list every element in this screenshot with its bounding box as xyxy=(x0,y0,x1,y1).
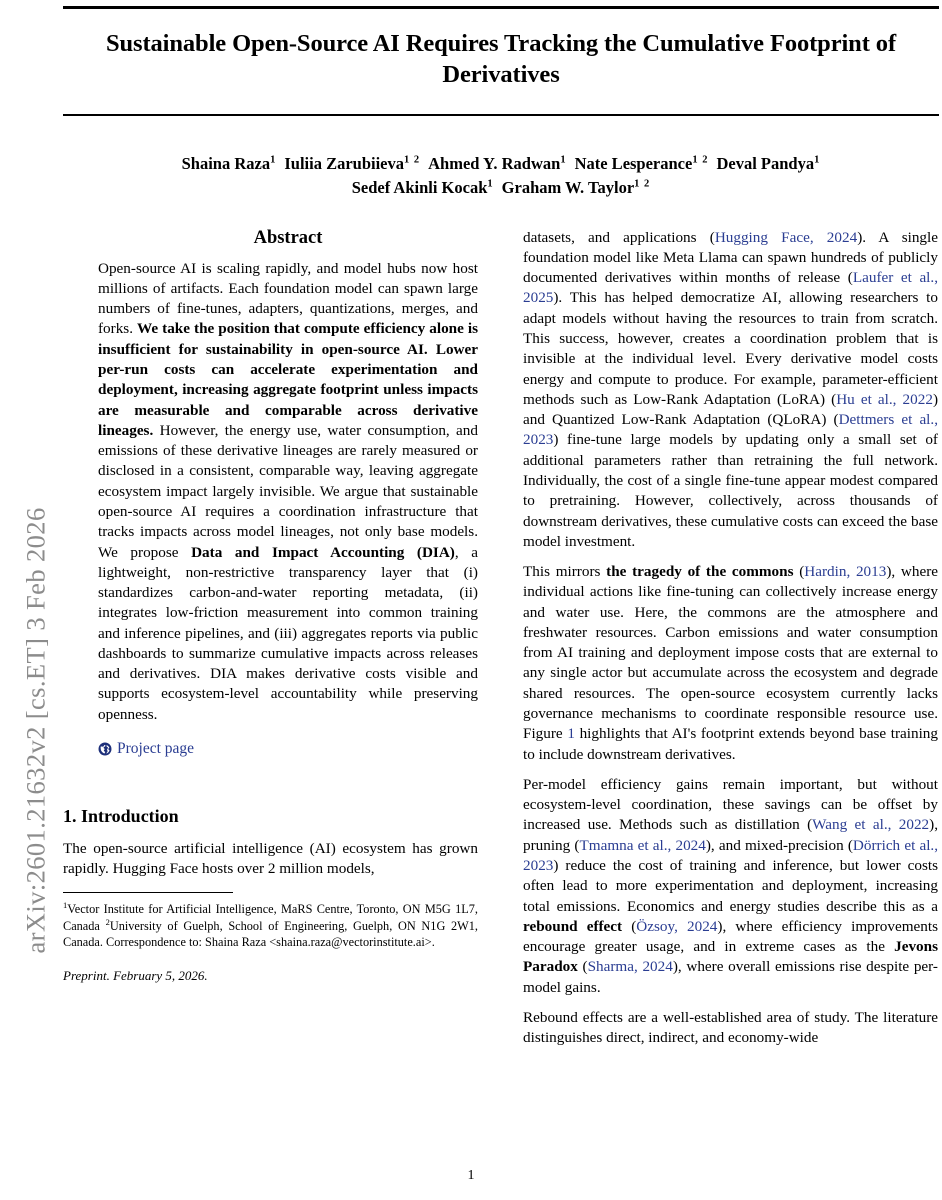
term-jevons-paradox: Jevons Paradox xyxy=(523,938,938,976)
abstract-text xyxy=(63,259,478,725)
preprint-notice: Preprint. February 5, 2026. xyxy=(63,967,208,983)
author-entry xyxy=(716,154,820,173)
citation-laufer[interactable]: Laufer et al., 2025 xyxy=(523,269,938,307)
abstract-position-statement: We take the position that compute efficiency alone is insufficient for sustainability in open-source AI. Lower per-run costs can accelerate experimentation and deployment, increasing aggregate footprint unless impacts are measurable and comparable across derivative lineages. xyxy=(98,320,479,439)
text-run: ( xyxy=(622,917,637,935)
abstract-heading: Abstract xyxy=(253,227,323,248)
right-paragraph-3 xyxy=(523,775,938,998)
author-entry xyxy=(352,178,494,197)
title-underline-rule xyxy=(63,114,939,116)
abstract-dia-term: Data and Impact Accounting (DIA) xyxy=(191,543,455,561)
arxiv-stamp: arXiv:2601.21632v2 [cs.ET] 3 Feb 2026 xyxy=(20,507,51,954)
author-entry xyxy=(502,178,651,197)
citation-hugging-face[interactable]: Hugging Face, 2024 xyxy=(714,228,858,246)
text-run: ), where individual actions like fine-tuning can collectively increase energy and water use. Here, the commons are the atmosphere and freshwater resources. Carbon emissions and water consumption from AI training and deployment impose costs that are external to any single actor but accumulate across the ecosystem and degrade shared resources. The open-source ecosystem currently lacks governance mechanisms to coordinate responsible resource use. Figure xyxy=(523,563,938,743)
two-column-body xyxy=(63,228,939,1059)
footnote-affiliation-1: Vector Institute for Artificial Intelligence, MaRS Centre, Toronto, ON M5G 1L7, Canada xyxy=(63,902,478,934)
page-number: 1 xyxy=(467,1168,475,1183)
citation-ozsoy[interactable]: Özsoy, 2024 xyxy=(636,917,718,935)
right-paragraph-1 xyxy=(523,228,938,553)
right-paragraph-2 xyxy=(523,562,938,765)
author-entry xyxy=(182,154,277,173)
footnote-mark-1: 1 xyxy=(63,900,68,911)
citation-tmamna[interactable]: Tmamna et al., 2024 xyxy=(579,836,706,854)
footnote-mark-2: 2 xyxy=(105,917,110,928)
text-run: ). This has helped democratize AI, allowing researchers to adapt models without having the resources to train from scratch. This success, however, creates a coordination problem that is invisible at the individual level. Every derivative model costs energy and compute to produce. For example, parameter-efficient methods such as Low-Rank Adaptation (LoRA) ( xyxy=(523,289,938,408)
citation-dettmers[interactable]: Dettmers et al., 2023 xyxy=(523,411,938,449)
text-run: This mirrors xyxy=(523,563,607,581)
author-affiliation-mark: 1 2 xyxy=(692,154,709,166)
author-affiliation-mark: 1 xyxy=(270,154,277,166)
author-entry xyxy=(428,154,566,173)
right-paragraph-4: Rebound effects are a well-established area of study. The literature distinguishes direct, indirect, and economy-wide xyxy=(523,1008,938,1047)
author-affiliation-mark: 1 2 xyxy=(404,154,421,166)
author-name: Graham W. Taylor xyxy=(501,177,635,197)
abstract-part-1: Open-source AI is scaling rapidly, and model hubs now host millions of artifacts. Each foundation model can spawn large numbers of fine-tunes, adapters, quantizations, merges, and forks. xyxy=(98,259,478,338)
author-affiliation-mark: 1 xyxy=(814,154,821,166)
text-run: ). A single foundation model like Meta Llama can spawn hundreds of publicly documented derivatives within months of release ( xyxy=(523,228,938,287)
term-tragedy-of-commons: the tragedy of the commons xyxy=(606,563,794,581)
text-run: ( xyxy=(577,958,588,976)
footnote-separator-rule xyxy=(63,892,233,894)
project-page-label: Project page xyxy=(117,740,195,758)
author-affiliation-mark: 1 xyxy=(487,178,494,190)
page-content xyxy=(63,6,939,1059)
citation-dorrich[interactable]: Dörrich et al., 2023 xyxy=(523,836,939,874)
page-title: Sustainable Open-Source AI Requires Tracking the Cumulative Footprint of Derivatives xyxy=(105,30,897,89)
author-name: Sedef Akinli Kocak xyxy=(351,177,488,197)
text-run: Per-model efficiency gains remain important, but without ecosystem-level coordination, these savings can be offset by increased use. Methods such as distillation ( xyxy=(523,775,938,834)
section-heading-introduction: 1. Introduction xyxy=(63,806,179,827)
abstract-part-3: , a lightweight, non-restrictive transparency layer that (i) standardizes carbon-and-water reporting metadata, (ii) integrates low-friction measurement into common training and inference pipelines, and (iii) aggregates reports via public dashboards to summarize cumulative impacts across releases and derivatives. DIA makes derivative costs visible and supports ecosystem-level accountability while preserving openness. xyxy=(98,543,478,723)
author-affiliation-mark: 1 2 xyxy=(634,178,651,190)
left-column xyxy=(63,228,478,1059)
text-run: ), pruning ( xyxy=(523,816,938,854)
author-entry xyxy=(284,154,420,173)
text-run: ) reduce the cost of training and inference, but lower costs often lead to more experimentation and deployment, increasing total emissions. Economics and energy studies describe this as a xyxy=(523,857,938,915)
text-run: ), and mixed-precision ( xyxy=(705,836,853,854)
citation-hu[interactable]: Hu et al., 2022 xyxy=(836,390,933,408)
text-run: ) fine-tune large models by updating only a small set of additional parameters rather than retraining the full network. Individually, the cost of a single fine-tune appear modest compared to pretraining. However, collectively, across thousands of downstream derivatives, these cumulative costs can exceed the base model investment. xyxy=(523,431,938,550)
text-run: datasets, and applications ( xyxy=(523,228,715,246)
author-name: Nate Lesperance xyxy=(574,153,693,173)
text-run: ), where efficiency improvements encourage greater usage, and in extreme cases as the xyxy=(523,917,939,956)
citation-hardin[interactable]: Hardin, 2013 xyxy=(804,563,887,581)
author-entry xyxy=(575,154,709,173)
author-name: Shaina Raza xyxy=(181,153,271,173)
project-page-link[interactable] xyxy=(63,740,478,758)
footnote-affiliations xyxy=(63,900,478,950)
author-affiliation-mark: 1 xyxy=(560,154,567,166)
citation-wang[interactable]: Wang et al., 2022 xyxy=(812,816,930,834)
right-column xyxy=(523,228,938,1059)
author-name: Deval Pandya xyxy=(716,153,815,173)
abstract-part-2: However, the energy use, water consumption, and emissions of these derivative lineages are rarely measured or disclosed in a consistent, comparable way, leaving aggregate ecosystem impact largely invisible. We argue that sustainable open-source AI requires a coordination infrastructure that tracks impacts across model lineages, not only base models. We propose xyxy=(98,421,478,561)
intro-paragraph-1: The open-source artificial intelligence (AI) ecosystem has grown rapidly. Hugging Face hosts over 2 million models, xyxy=(63,840,478,878)
text-run: ( xyxy=(793,563,805,581)
globe-icon xyxy=(98,742,112,756)
text-run: ) and Quantized Low-Rank Adaptation (QLoRA) ( xyxy=(523,390,938,429)
text-run: highlights that AI's footprint extends beyond base training to include downstream derivatives. xyxy=(523,725,938,763)
author-name: Iuliia Zarubiieva xyxy=(284,153,405,173)
text-run: ), where overall emissions rise despite per-model gains. xyxy=(523,958,938,996)
author-name: Ahmed Y. Radwan xyxy=(428,153,561,173)
author-list xyxy=(63,152,939,200)
title-block xyxy=(63,6,939,116)
term-rebound-effect: rebound effect xyxy=(523,917,623,935)
figure-reference-1[interactable]: 1 xyxy=(567,725,575,743)
citation-sharma[interactable]: Sharma, 2024 xyxy=(587,958,673,976)
footnote-affiliation-2: University of Guelph, School of Engineering, Guelph, ON N1G 2W1, Canada. Correspondence to: Shaina Raza <shaina.raza@vectorinstitute.ai>. xyxy=(63,919,478,950)
